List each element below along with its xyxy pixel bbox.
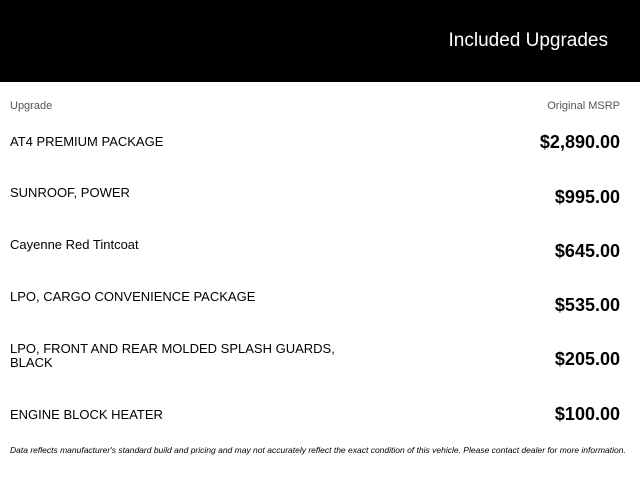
upgrade-price: $535.00 <box>554 295 620 315</box>
upgrade-price: $2,890.00 <box>539 132 620 152</box>
disclaimer-text: Data reflects manufacturer's standard build and pricing and may not accurately reflect the exact condition of this vehicle. Please contact dealer for more information. <box>10 445 626 455</box>
upgrade-name: ENGINE BLOCK HEATER <box>10 407 163 422</box>
upgrade-name: AT4 PREMIUM PACKAGE <box>10 134 164 149</box>
upgrade-name: Cayenne Red Tintcoat <box>10 237 139 252</box>
column-header-msrp: Original MSRP <box>547 100 620 112</box>
upgrade-price: $100.00 <box>554 404 620 424</box>
upgrade-price: $995.00 <box>554 187 620 207</box>
upgrade-price: $205.00 <box>554 349 620 369</box>
upgrade-name: SUNROOF, POWER <box>10 185 130 200</box>
page-title: Included Upgrades <box>448 30 608 51</box>
header-bar <box>0 0 640 82</box>
upgrade-name: LPO, FRONT AND REAR MOLDED SPLASH GUARDS, BLACK <box>10 341 335 370</box>
upgrade-name: LPO, CARGO CONVENIENCE PACKAGE <box>10 289 256 304</box>
upgrade-price: $645.00 <box>554 241 620 261</box>
column-header-upgrade: Upgrade <box>10 100 53 112</box>
